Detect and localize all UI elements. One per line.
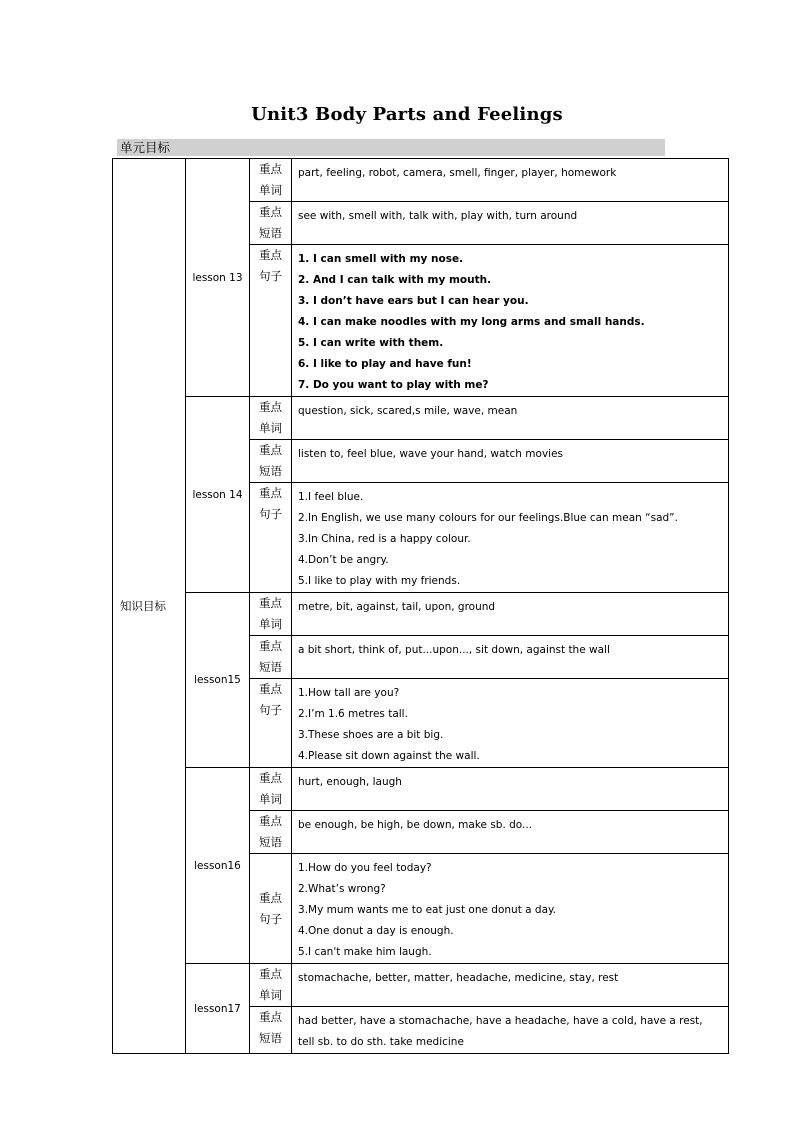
content-line: had better, have a stomachache, have a headache, have a cold, have a rest, tell sb. to do sth. take medicine: [298, 1015, 703, 1048]
row-type-label-bottom: 短语: [259, 660, 282, 674]
content-line: 2.In English, we use many colours for our feelings.Blue can mean “sad”.: [298, 512, 678, 524]
content-line: 1. I can smell with my nose.: [298, 253, 464, 265]
row-content-cell: [292, 768, 729, 811]
row-type-cell: [250, 202, 292, 245]
row-type-label-top: 重点: [259, 890, 282, 905]
row-type-cell: [250, 593, 292, 636]
row-type-label-bottom: 句子: [259, 507, 282, 521]
row-type-label-top: 重点: [259, 967, 282, 981]
row-type-label-top: 重点: [259, 682, 282, 696]
lesson-name-cell: lesson 13: [186, 159, 250, 397]
table-row: [113, 397, 729, 440]
row-type-label-top: 重点: [259, 205, 282, 219]
content-line: 1.How do you feel today?: [298, 862, 432, 874]
row-type-label-top: 重点: [259, 248, 282, 262]
content-line: be enough, be high, be down, make sb. do...: [298, 819, 533, 831]
row-type-label-top: 重点: [259, 1010, 282, 1024]
row-type-cell: [250, 483, 292, 593]
row-type-cell: [250, 159, 292, 202]
row-type-label-top: 重点: [259, 596, 282, 610]
row-content-cell: [292, 159, 729, 202]
content-line: part, feeling, robot, camera, smell, finger, player, homework: [298, 167, 617, 179]
row-type-label-bottom: 短语: [259, 226, 282, 240]
row-content-cell: [292, 811, 729, 854]
content-line: 4.Please sit down against the wall.: [298, 750, 480, 762]
row-type-label-top: 重点: [259, 486, 282, 500]
lesson-name-cell: lesson17: [186, 964, 250, 1054]
row-type-label-top: 重点: [259, 443, 282, 457]
row-type-cell: [250, 1007, 292, 1054]
table-row: [113, 593, 729, 636]
row-content-cell: [292, 483, 729, 593]
row-type-label-bottom: 单词: [259, 183, 282, 197]
row-type-cell: [250, 440, 292, 483]
row-type-label-bottom: 句子: [259, 911, 282, 926]
row-type-label-bottom: 单词: [259, 988, 282, 1002]
page-title: Unit3 Body Parts and Feelings: [251, 104, 563, 125]
content-line: hurt, enough, laugh: [298, 776, 402, 788]
row-type-label-top: 重点: [259, 639, 282, 653]
content-line: 4.Don’t be angry.: [298, 554, 389, 566]
row-type-label-bottom: 短语: [259, 835, 282, 849]
row-content-cell: [292, 964, 729, 1007]
lesson-name-cell: lesson15: [186, 593, 250, 768]
row-type-label-bottom: 句子: [259, 703, 282, 717]
content-line: 5.I like to play with my friends.: [298, 575, 461, 587]
row-type-label-top: 重点: [259, 814, 282, 828]
content-line: 2. And I can talk with my mouth.: [298, 274, 492, 286]
content-line: 4. I can make noodles with my long arms and small hands.: [298, 316, 645, 328]
knowledge-goals-table: [112, 158, 729, 1054]
content-line: 5.I can't make him laugh.: [298, 946, 432, 958]
category-cell: 知识目标: [113, 159, 186, 1054]
row-type-cell: [250, 679, 292, 768]
row-type-cell: [250, 397, 292, 440]
row-type-label-top: 重点: [259, 400, 282, 414]
row-type-label-top: 重点: [259, 162, 282, 176]
content-line: see with, smell with, talk with, play with, turn around: [298, 210, 578, 222]
lesson-name-cell: lesson 14: [186, 397, 250, 593]
content-line: 7. Do you want to play with me?: [298, 379, 489, 391]
content-line: 2.I’m 1.6 metres tall.: [298, 708, 408, 720]
lesson-name-cell: lesson16: [186, 768, 250, 964]
content-line: 3. I don’t have ears but I can hear you.: [298, 295, 529, 307]
row-content-cell: [292, 245, 729, 397]
table-row: [113, 964, 729, 1007]
row-type-label-bottom: 单词: [259, 421, 282, 435]
row-content-cell: [292, 854, 729, 964]
row-type-label-top: 重点: [259, 771, 282, 785]
content-line: 3.In China, red is a happy colour.: [298, 533, 471, 545]
row-content-cell: [292, 1007, 729, 1054]
content-line: 3.These shoes are a bit big.: [298, 729, 444, 741]
row-content-cell: [292, 636, 729, 679]
content-line: a bit short, think of, put...upon..., sit down, against the wall: [298, 644, 610, 656]
row-type-label-bottom: 句子: [259, 269, 282, 283]
row-type-cell: [250, 964, 292, 1007]
row-type-label-bottom: 单词: [259, 792, 282, 806]
row-type-label-bottom: 单词: [259, 617, 282, 631]
content-line: 3.My mum wants me to eat just one donut a day.: [298, 904, 557, 916]
content-line: 1.How tall are you?: [298, 687, 400, 699]
row-type-cell: [250, 768, 292, 811]
table-row: [113, 768, 729, 811]
content-line: 6. I like to play and have fun!: [298, 358, 472, 370]
row-type-cell: [250, 245, 292, 397]
content-line: question, sick, scared,s mile, wave, mean: [298, 405, 518, 417]
row-content-cell: [292, 679, 729, 768]
row-type-cell: [250, 636, 292, 679]
content-line: 5. I can write with them.: [298, 337, 444, 349]
content-line: 1.I feel blue.: [298, 491, 364, 503]
row-type-cell: [250, 811, 292, 854]
section-header: 单元目标: [117, 139, 665, 156]
content-line: stomachache, better, matter, headache, medicine, stay, rest: [298, 972, 619, 984]
table-row: [113, 159, 729, 202]
row-type-cell: [250, 854, 292, 964]
content-line: metre, bit, against, tail, upon, ground: [298, 601, 496, 613]
row-type-label-bottom: 短语: [259, 464, 282, 478]
row-content-cell: [292, 397, 729, 440]
content-line: 4.One donut a day is enough.: [298, 925, 454, 937]
row-content-cell: [292, 593, 729, 636]
content-line: listen to, feel blue, wave your hand, watch movies: [298, 448, 564, 460]
row-content-cell: [292, 440, 729, 483]
content-line: 2.What’s wrong?: [298, 883, 386, 895]
row-content-cell: [292, 202, 729, 245]
row-type-label-bottom: 短语: [259, 1031, 282, 1045]
